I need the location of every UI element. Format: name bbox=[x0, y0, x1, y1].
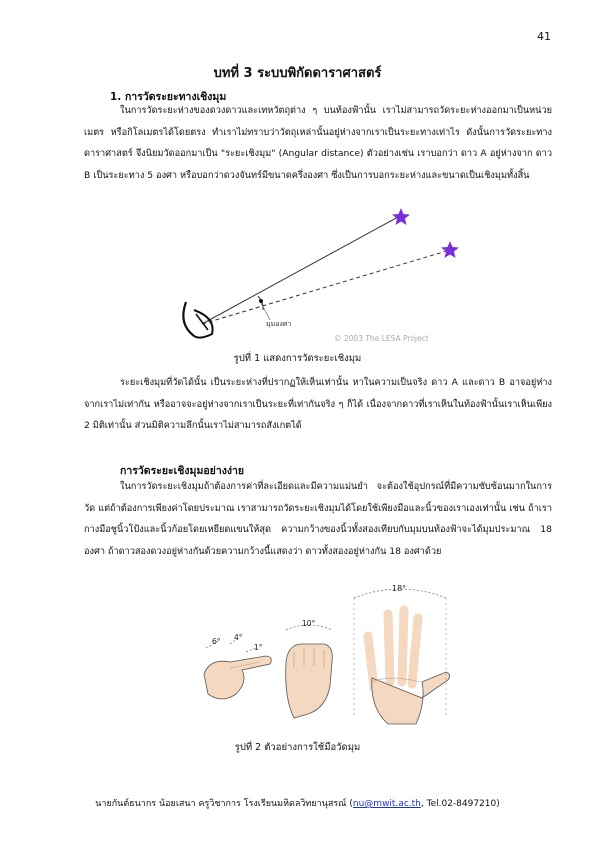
figure2-caption: รูปที่ 2 ตัวอย่างการใช้มือวัดมุม bbox=[234, 742, 361, 753]
hand-spread-icon bbox=[368, 610, 450, 724]
paragraph-angular-distance bbox=[84, 100, 552, 186]
paragraph-hand-measurement bbox=[84, 476, 552, 562]
paragraph-text: ในการวัดระยะห่างของดวงดาวและเทหวัตถุต่าง ๆ บนท้องฟ้านั้น เราไม่สามารถวัดระยะห่างออกมาเป็นหน่วยเมตร หรือกิโลเมตรได้โดยตรง ทำเราไม่ทราบว่าวัตถุเหล่านั้นอยู่ห่างจากเราเป็นระยะทางเท่าไร ดังนั้นการวัดระยะทางดาราศาสตร์ จึงนิยมวัดออกมาเป็น "ระยะเชิงมุม" (Angular distance) ตัวอย่างเช่น เราบอกว่า ดาว A อยู่ห่างจาก ดาว B เป็นระยะทาง 5 องศา หรือบอกว่าดวงจันทร์มีขนาดครึ่งองศา ซึ่งเป็นการบอกระยะห่างและขนาดเป็นเชิงมุมทั้งสิ้น bbox=[84, 105, 552, 181]
paragraph-text: ระยะเชิงมุมที่วัดได้นั้น เป็นระยะห่างที่ปรากฏให้เห็นเท่านั้น หาในความเป็นจริง ดาว A และดาว B อาจอยู่ห่างจากเราไม่เท่ากัน หรืออาจจะอยู่ห่างจากเราเป็นระยะที่เท่ากันจริง ๆ ก็ได้ เนื่องจากดาวที่เราเห็นในท้องฟ้านั้นเราเห็นเพียง 2 มิติเท่านั้น ส่วนมิติความลึกนั้นเราไม่สามารถสังเกตได้ bbox=[84, 377, 552, 431]
paragraph-text: ในการวัดระยะเชิงมุมถ้าต้องการค่าที่ละเอียดและมีความแม่นยำ จะต้องใช้อุปกรณ์ที่มีความซับซ้อนมากในการวัด แต่ถ้าต้องการเพียงค่าโดยประมาณ เราสามารถวัดระยะเชิงมุมได้โดยใช้เพียงมือและนิ้วของเราเองเท่านั้น เช่น ถ้าเรากางมือชูนิ้วโป้งและนิ้วก้อยโดยเหยียดแขนให้สุด ความกว้างของนิ้วทั้งสองเทียบกับมุมบนท้องฟ้าจะได้มุมประมาณ 18 องศา ถ้าดาวสองดวงอยู่ห่างกันด้วยความกว้างนี้แสดงว่า ดาวทั้งสองอยู่ห่างกัน 18 องศาด้วย bbox=[84, 481, 552, 557]
footer bbox=[0, 796, 595, 810]
copyright-text: © 2003 The LESA Project bbox=[334, 334, 429, 343]
observer-eye-icon bbox=[183, 302, 212, 338]
label-18-deg: 18° bbox=[392, 584, 407, 593]
paragraph-apparent-distance bbox=[84, 372, 552, 437]
footer-phone: , Tel.02-8497210) bbox=[420, 799, 500, 809]
section-heading-angular-distance: 1. การวัดระยะทางเชิงมุม bbox=[110, 91, 227, 103]
footer-email-link[interactable]: nu@mwit.ac.th bbox=[352, 799, 421, 809]
figure-angular-measurement bbox=[160, 198, 480, 346]
page-number: 41 bbox=[537, 30, 551, 43]
label-10-deg: 10° bbox=[302, 619, 316, 628]
star-b-icon bbox=[441, 241, 459, 258]
hand-fist-icon bbox=[286, 644, 333, 718]
figure1-caption: รูปที่ 1 แสดงการวัดระยะเชิงมุม bbox=[233, 353, 362, 364]
label-4-deg: 4° bbox=[234, 633, 243, 642]
label-6-deg: 6° bbox=[212, 637, 221, 646]
star-a-icon bbox=[392, 208, 410, 225]
section-heading-simple-measurement: การวัดระยะเชิงมุมอย่างง่าย bbox=[120, 465, 245, 477]
angle-label: มุมองศา bbox=[266, 320, 292, 328]
label-1-deg: 1° bbox=[254, 643, 263, 652]
chapter-title: บทที่ 3 ระบบพิกัดดาราศาสตร์ bbox=[213, 66, 382, 81]
figure-hand-measurement bbox=[190, 578, 465, 728]
hand-finger-icon bbox=[204, 656, 271, 699]
footer-author: นายกันต์ธนากร น้อยเสนา ครูวิชาการ โรงเรียนมหิดลวิทยานุสรณ์ ( bbox=[95, 799, 353, 809]
